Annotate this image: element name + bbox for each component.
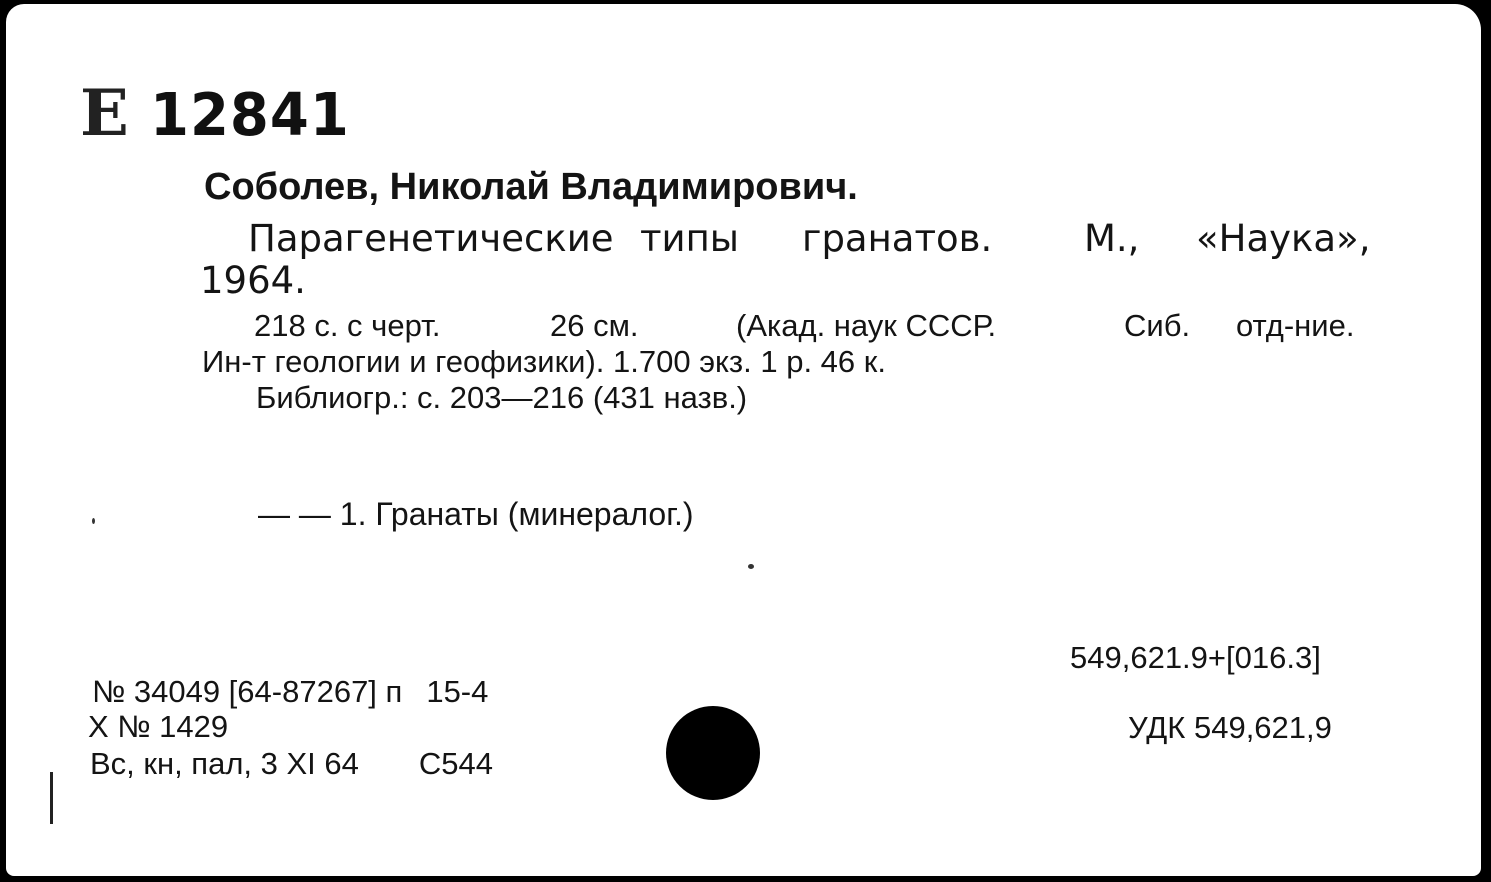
shelf-mark-number: 12841 (150, 81, 350, 150)
inventory-line: X № 1429 (88, 709, 229, 744)
size: 26 см. (550, 308, 639, 343)
publisher: «Наука», (1196, 217, 1371, 260)
title-word-2: типы (640, 217, 740, 260)
series-statement: (Акад. наук СССР. (736, 308, 997, 343)
shelf-mark-letter: E (80, 76, 127, 151)
title-main: Парагенетические (248, 217, 614, 260)
author-heading: Соболев, Николай Владимирович. (204, 166, 858, 208)
series-institute-and-price: Ин-т геологии и геофизики). 1.700 экз. 1 р. 46 к. (202, 344, 886, 379)
punch-hole (666, 706, 760, 800)
accession-number: № 34049 [64-87267] п (92, 674, 403, 709)
subject-heading: — — 1. Гранаты (минералог.) (258, 496, 694, 532)
pages: 218 с. с черт. (254, 308, 441, 343)
catalog-card (6, 4, 1481, 876)
title-word-3: гранатов. (802, 217, 993, 260)
ink-speck (92, 518, 95, 524)
accession-code: 15-4 (426, 674, 489, 709)
author-mark: С544 (418, 746, 493, 781)
publication-place: М., (1084, 217, 1140, 260)
series-branch: Сиб. (1124, 308, 1191, 343)
processing-line (90, 748, 493, 779)
accession-line (92, 676, 488, 707)
processing-date: Вс, кн, пал, 3 XI 64 (90, 746, 359, 781)
ink-speck (748, 564, 754, 569)
publication-year: 1964. (200, 259, 306, 302)
udc-index: УДК 549,621,9 (1128, 710, 1332, 745)
classification-index: 549,621.9+[016.3] (1070, 640, 1321, 675)
series-branch-suffix: отд-ние. (1236, 308, 1355, 343)
bibliography-note: Библиогр.: с. 203—216 (431 назв.) (256, 380, 748, 415)
edge-mark (50, 772, 53, 824)
